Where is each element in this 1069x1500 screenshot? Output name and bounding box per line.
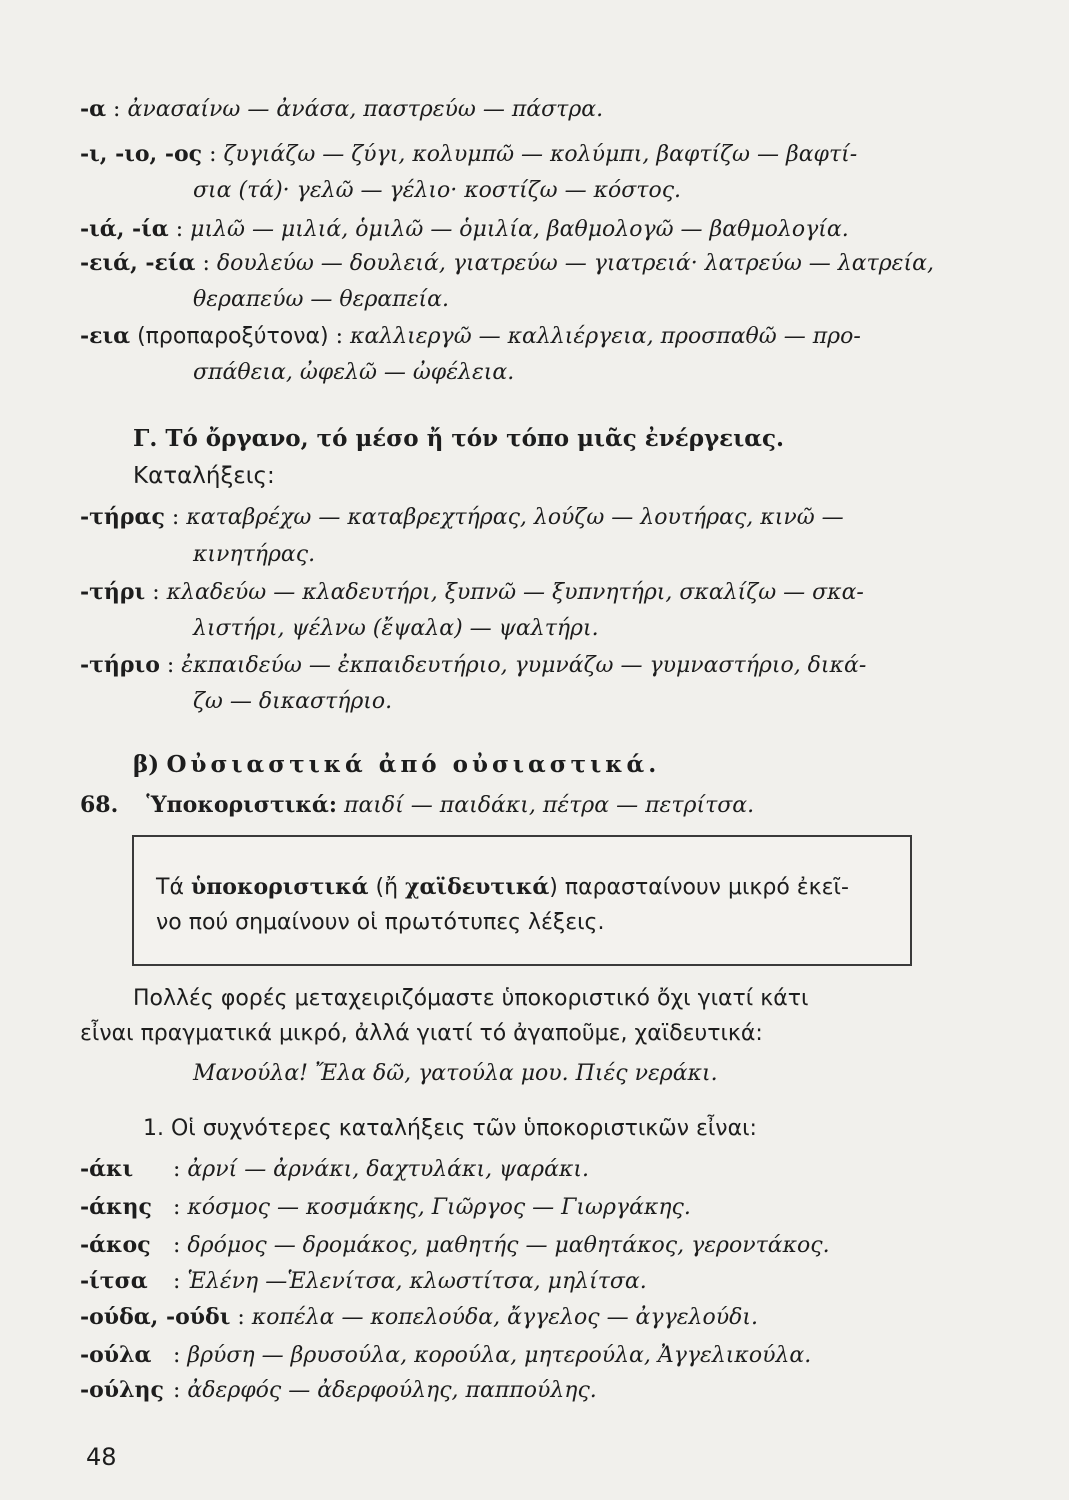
subsection-heading: β) Οὐσιαστικά ἀπό οὐσιαστικά. (133, 751, 661, 778)
entry-i-io-os: -ι, -ιο, -ος : ζυγιάζω — ζύγι, κολυμπῶ — κολύμπι, βαφτίζω — βαφτί- (80, 141, 858, 167)
entry-continuation: κινητήρας. (193, 542, 316, 567)
entry-text: ἀνασαίνω — ἀνάσα, παστρεύω — πάστρα. (127, 97, 604, 122)
entry-eia: -ειά, -εία : δουλεύω — δουλειά, γιατρεύω — γιατρειά· λατρεύω — λατρεία, (80, 250, 934, 276)
entry-tiras: -τήρας : καταβρέχω — καταβρεχτήρας, λούζω — λουτήρας, κινῶ — (80, 504, 844, 530)
diminutive-ouda-oudi: -ούδα, -ούδι : κοπέλα — κοπελούδα, ἄγγελος — ἀγγελούδι. (80, 1304, 758, 1330)
definition-box (132, 835, 912, 966)
entry-a: -α : ἀνασαίνω — ἀνάσα, παστρεύω — πάστρα. (80, 96, 604, 122)
body-line-2: εἶναι πραγματικά μικρό, ἀλλά γιατί τό ἀγαποῦμε, χαϊδευτικά: (80, 1021, 763, 1046)
page-number: 48 (86, 1443, 117, 1471)
entry-continuation: θεραπεύω — θεραπεία. (193, 287, 449, 312)
entry-continuation: ζω — δικαστήριο. (193, 689, 393, 714)
point-1: 1. Οἱ συχνότερες καταλήξεις τῶν ὑποκοριστικῶν εἶναι: (143, 1116, 757, 1141)
paragraph-term: Ὑποκοριστικά: (146, 792, 337, 818)
diminutive-akos: -άκος : δρόμος — δρομάκος, μαθητής — μαθητάκος, γεροντάκος. (80, 1232, 830, 1258)
entry-tirio: -τήριο : ἐκπαιδεύω — ἐκπαιδευτήριο, γυμνάζω — γυμναστήριο, δικά- (80, 652, 867, 678)
diminutive-itsa: -ίτσα : Ἑλένη —Ἑλενίτσα, κλωστίτσα, μηλίτσα. (80, 1268, 647, 1294)
diminutive-akis: -άκης : κόσμος — κοσμάκης, Γιῶργος — Γιωργάκης. (80, 1194, 691, 1220)
diminutive-oulis: -ούλης : ἀδερφός — ἀδερφούλης, παππούλης. (80, 1377, 597, 1403)
paragraph-number: 68. (80, 792, 119, 818)
section-title: Γ. Τό ὄργανο, τό μέσο ἤ τόν τόπο μιᾶς ἐνέργειας. (133, 425, 784, 452)
entry-continuation: σια (τά)· γελῶ — γέλιο· κοστίζω — κόστος. (193, 178, 682, 203)
example-sentence: Μανούλα! Ἔλα δῶ, γατούλα μου. Πιές νεράκι. (193, 1061, 718, 1086)
definition-line-1: Τά ὑποκοριστικά (ἤ χαϊδευτικά) παρασταίνουν μικρό ἐκεῖ- (156, 874, 849, 900)
paragraph-68: 68. Ὑποκοριστικά: παιδί — παιδάκι, πέτρα — πετρίτσα. (80, 792, 755, 818)
entry-ia: -ιά, -ία : μιλῶ — μιλιά, ὁμιλῶ — ὁμιλία, βαθμολογῶ — βαθμολογία. (80, 216, 849, 242)
body-line-1: Πολλές φορές μεταχειριζόμαστε ὑποκοριστικό ὄχι γιατί κάτι (133, 986, 809, 1011)
entry-tiri: -τήρι : κλαδεύω — κλαδευτήρι, ξυπνῶ — ξυπνητήρι, σκαλίζω — σκα- (80, 579, 864, 605)
entry-continuation: λιστήρι, ψέλνω (ἔψαλα) — ψαλτήρι. (193, 616, 599, 641)
entry-continuation: σπάθεια, ὠφελῶ — ὠφέλεια. (193, 360, 515, 385)
entry-eia-proparoxytone: -εια (προπαροξύτονα) : καλλιεργῶ — καλλιέργεια, προσπαθῶ — προ- (80, 323, 861, 349)
entry-suffix: -α (80, 96, 107, 122)
diminutive-aki: -άκι : ἀρνί — ἀρνάκι, δαχτυλάκι, ψαράκι. (80, 1156, 590, 1182)
definition-line-2: νο πού σημαίνουν οἱ πρωτότυπες λέξεις. (156, 910, 605, 935)
endings-label: Καταλήξεις: (133, 463, 275, 489)
diminutive-oula: -ούλα : βρύση — βρυσούλα, κορούλα, μητερούλα, Ἀγγελικούλα. (80, 1342, 812, 1368)
